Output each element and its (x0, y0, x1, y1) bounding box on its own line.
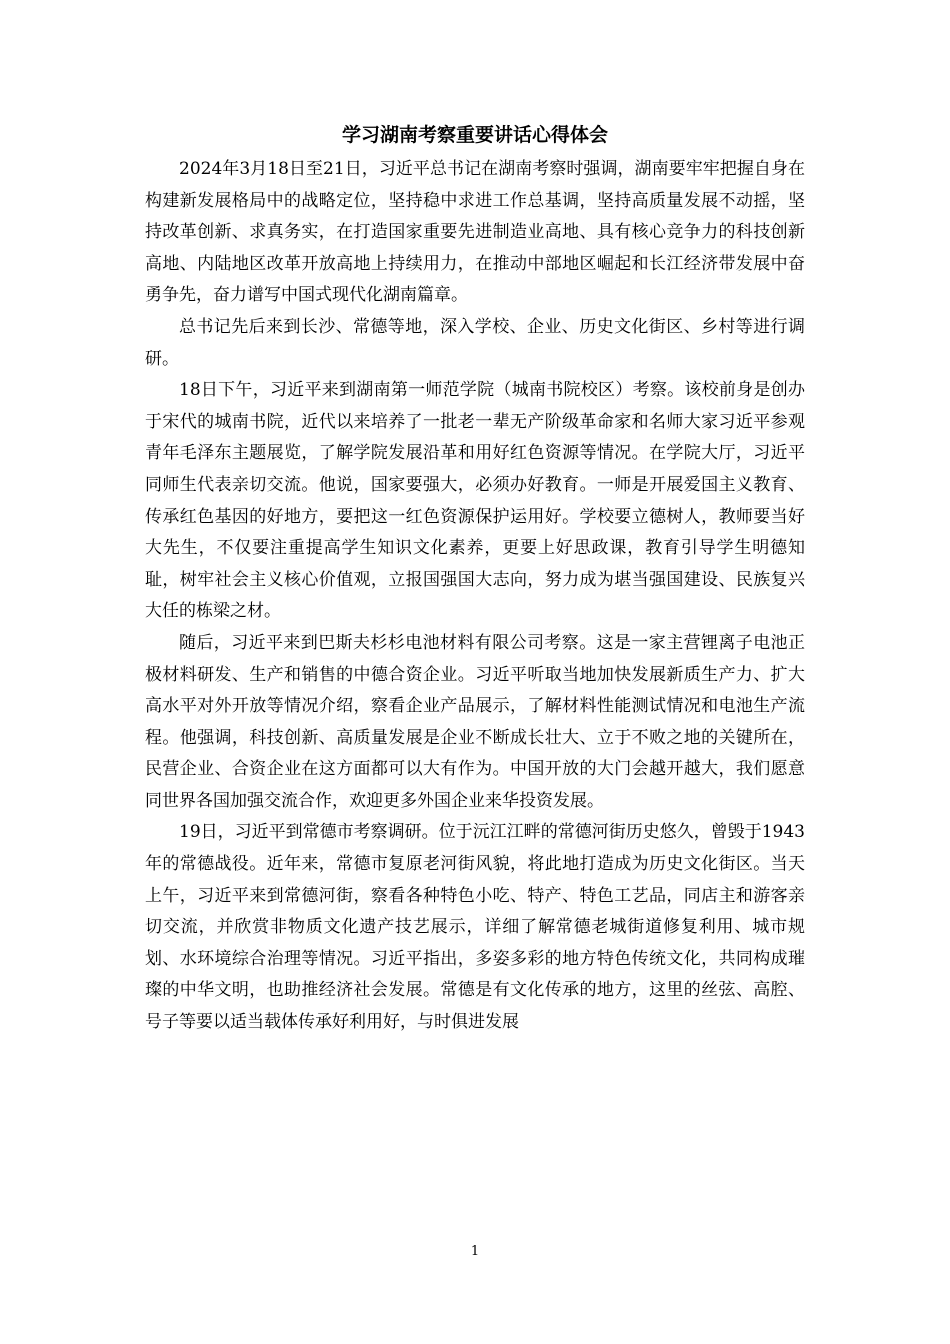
paragraph-battery-company: 随后，习近平来到巴斯夫杉杉电池材料有限公司考察。这是一家主营锂离子电池正极材料研发、生产和销售的中德合资企业。习近平听取当地加快发展新质生产力、扩大高水平对外开放等情况介绍，察看企业产品展示，了解材料性能测试情况和电池生产流程。他强调，科技创新、高质量发展是企业不断成长壮大、立于不败之地的关键所在，民营企业、合资企业在这方面都可以大有作为。中国开放的大门会越开越大，我们愿意同世界各国加强交流合作，欢迎更多外国企业来华投资发展。 (145, 632, 805, 811)
paragraph-itinerary: 总书记先后来到长沙、常德等地，深入学校、企业、历史文化街区、乡村等进行调研。 (145, 316, 805, 369)
paragraph-normal-university: 18日下午，习近平来到湖南第一师范学院（城南书院校区）考察。该校前身是创办于宋代的城南书院，近代以来培养了一批老一辈无产阶级革命家和名师大家习近平参观青年毛泽东主题展览，了解学院发展沿革和用好红色资源等情况。在学院大厅，习近平同师生代表亲切交流。他说，国家要强大，必须办好教育。一师是开展爱国主义教育、传承红色基因的好地方，要把这一红色资源保护运用好。学校要立德树人，教师要当好大先生，不仅要注重提高学生知识文化素养，更要上好思政课，教育引导学生明德知耻，树牢社会主义核心价值观，立报国强国大志向，努力成为堪当强国建设、民族复兴大任的栋梁之材。 (145, 380, 805, 622)
page-number: 1 (470, 1244, 480, 1259)
paragraph-intro: 2024年3月18日至21日，习近平总书记在湖南考察时强调，湖南要牢牢把握自身在构建新发展格局中的战略定位，坚持稳中求进工作总基调，坚持高质量发展不动摇，坚持改革创新、求真务实，在打造国家重要先进制造业高地、具有核心竞争力的科技创新高地、内陆地区改革开放高地上持续用力，在推动中部地区崛起和长江经济带发展中奋勇争先，奋力谱写中国式现代化湖南篇章。 (145, 159, 805, 306)
document-body (145, 154, 805, 1039)
document-title: 学习湖南考察重要讲话心得体会 (341, 124, 608, 146)
paragraph-changde: 19日，习近平到常德市考察调研。位于沅江江畔的常德河街历史悠久，曾毁于1943年的常德战役。近年来，常德市复原老河街风貌，将此地打造成为历史文化街区。当天上午，习近平来到常德河街，察看各种特色小吃、特产、特色工艺品，同店主和游客亲切交流，并欣赏非物质文化遗产技艺展示，详细了解常德老城街道修复利用、城市规划、水环境综合治理等情况。习近平指出，多姿多彩的地方特色传统文化，共同构成璀璨的中华文明，也助推经济社会发展。常德是有文化传承的地方，这里的丝弦、高腔、号子等要以适当载体传承好利用好，与时俱进发展 (145, 822, 805, 1033)
